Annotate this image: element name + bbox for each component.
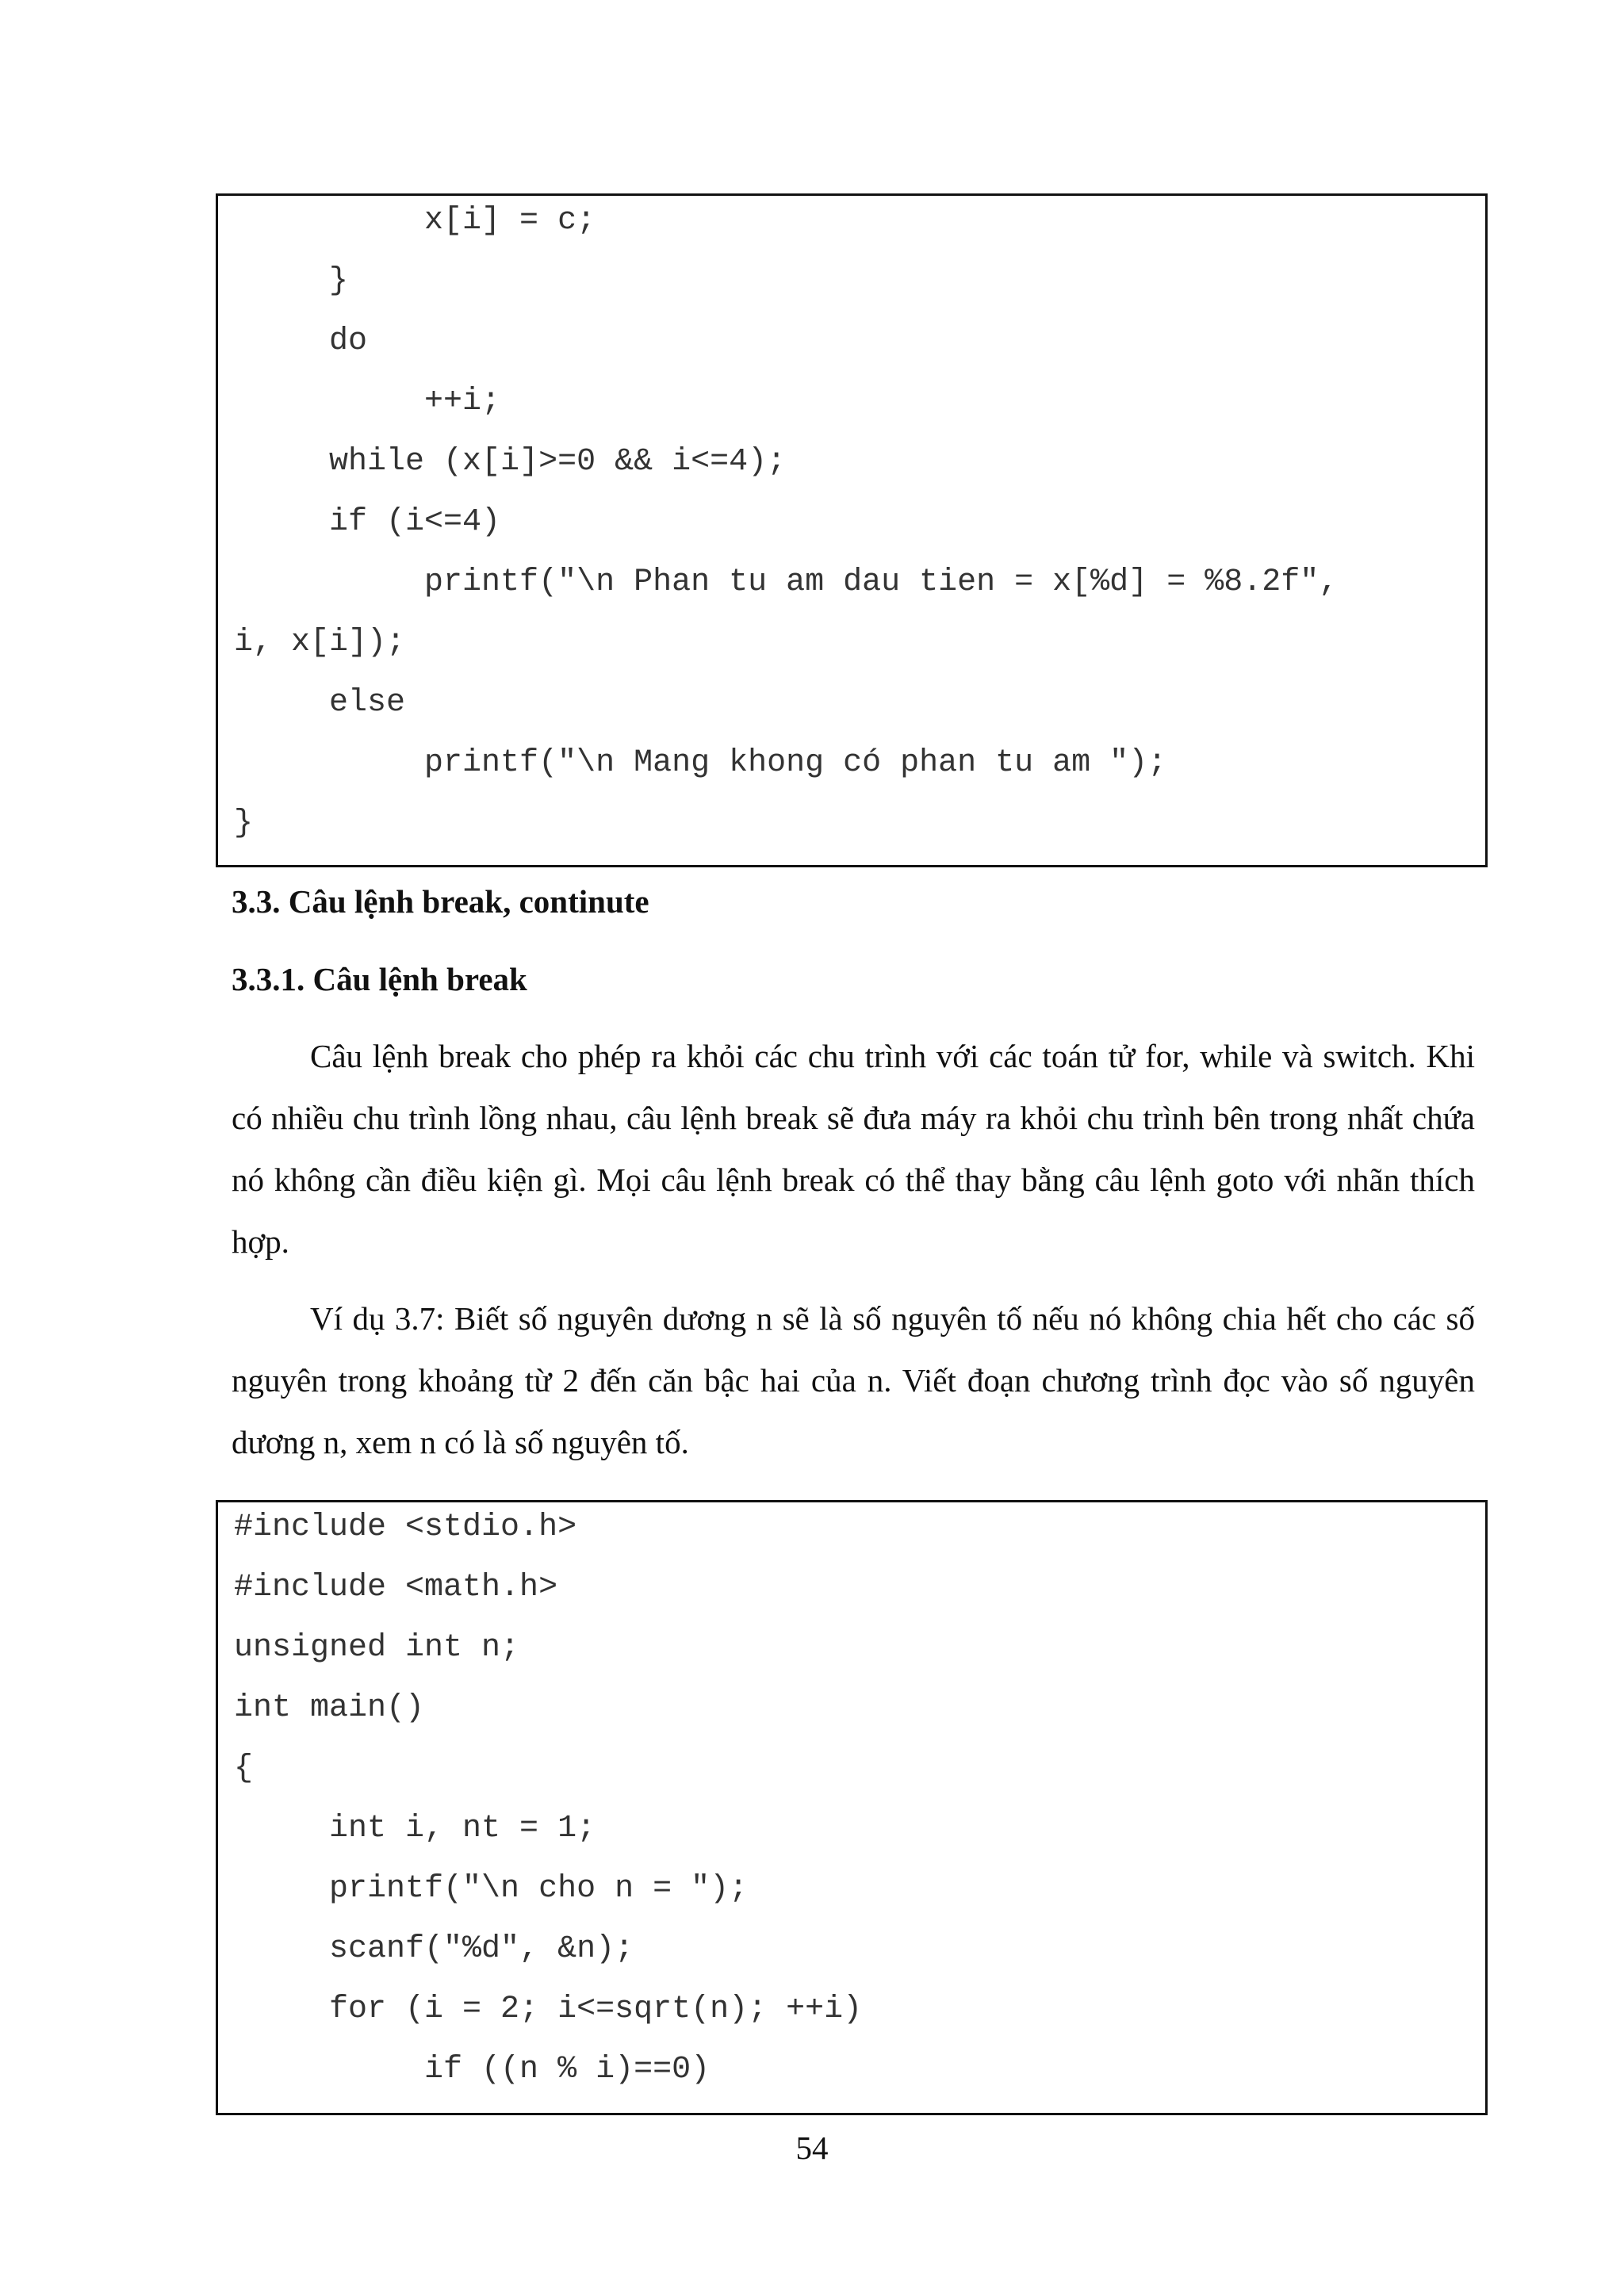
code-line: unsigned int n;: [234, 1630, 520, 1666]
code-line: else: [234, 685, 406, 721]
code-line: i, x[i]);: [234, 625, 406, 660]
code-line: printf("\n Mang khong có phan tu am ");: [234, 745, 1167, 781]
code-line: int main(): [234, 1690, 425, 1726]
code-line: if ((n % i)==0): [234, 2052, 710, 2087]
code-line: while (x[i]>=0 && i<=4);: [234, 444, 787, 480]
code-block-top: [216, 193, 1488, 867]
code-line: x[i] = c;: [234, 203, 596, 239]
code-line: scanf("%d", &n);: [234, 1931, 634, 1967]
code-line: printf("\n cho n = ");: [234, 1871, 749, 1907]
paragraph-example-3-7: Ví dụ 3.7: Biết số nguyên dương n sẽ là số nguyên tố nếu nó không chia hết cho các số nguyên trong khoảng từ 2 đến căn bậc hai của n. Viết đoạn chương trình đọc vào số nguyên dương n, xem n có là số nguyên tố.: [232, 1300, 1475, 1460]
code-line: #include <math.h>: [234, 1570, 558, 1605]
code-line: {: [234, 1751, 254, 1786]
code-line: #include <stdio.h>: [234, 1510, 577, 1545]
code-line: do: [234, 323, 368, 359]
code-line: printf("\n Phan tu am dau tien = x[%d] = %8.2f",: [234, 564, 1339, 600]
code-line: if (i<=4): [234, 504, 501, 540]
code-line: int i, nt = 1;: [234, 1811, 596, 1846]
code-line: ++i;: [234, 384, 501, 419]
paragraph-break-description: Câu lệnh break cho phép ra khỏi các chu trình với các toán tử for, while và switch. Khi có nhiều chu trình lồng nhau, câu lệnh break sẽ đưa máy ra khỏi chu trình bên trong nhất chứa nó không cần điều kiện gì. Mọi câu lệnh break có thể thay bằng câu lệnh goto với nhãn thích hợp.: [232, 1038, 1475, 1260]
code-block-bottom: [216, 1500, 1488, 2115]
code-line: }: [234, 263, 349, 299]
page-number: 54: [795, 2130, 829, 2166]
code-line: }: [234, 806, 254, 841]
section-heading: 3.3. Câu lệnh break, continute: [232, 883, 649, 920]
code-line: for (i = 2; i<=sqrt(n); ++i): [234, 1992, 863, 2027]
subsection-heading: 3.3.1. Câu lệnh break: [232, 961, 527, 997]
